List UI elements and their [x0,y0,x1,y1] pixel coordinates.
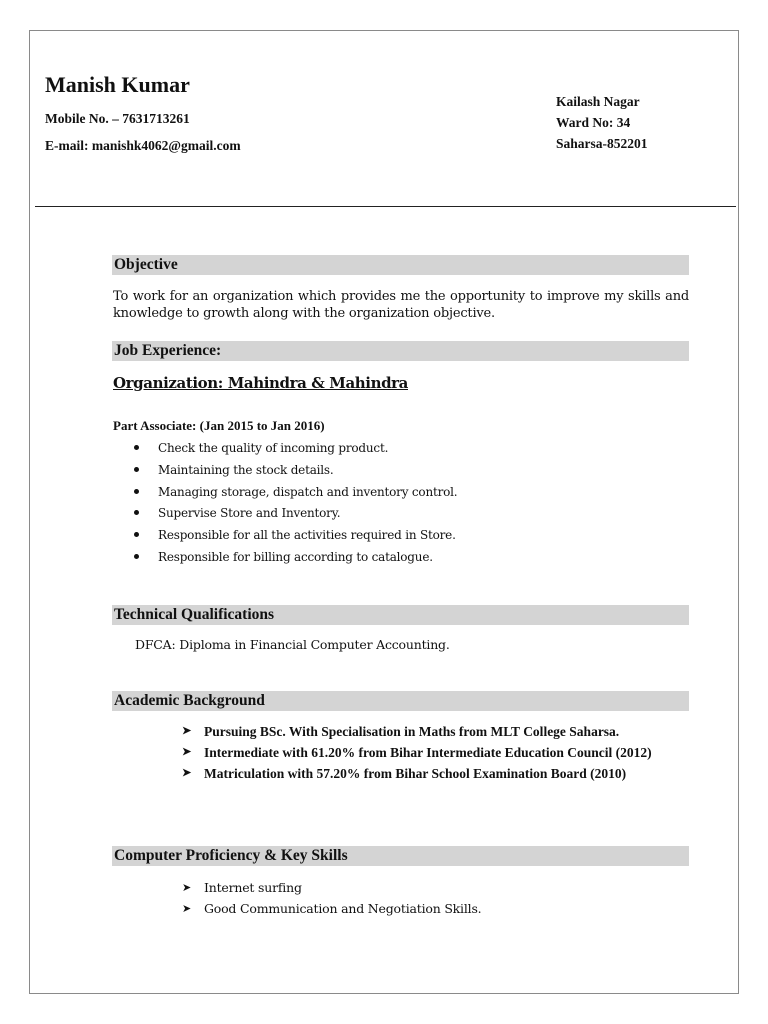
academic-heading: Academic Background [112,691,689,711]
skills-list [182,877,689,919]
job-role: Part Associate: (Jan 2015 to Jan 2016) [113,418,325,433]
skills-heading: Computer Proficiency & Key Skills [112,846,689,866]
candidate-name: Manish Kumar [45,72,190,97]
arrow-bullet-icon: ➤ [182,725,192,737]
list-item [182,721,689,742]
objective-line-1: To work for an organization which provides me the opportunity to improve my skills and [113,289,689,304]
bullet-icon [134,510,139,515]
email-address: E-mail: manishk4062@gmail.com [45,138,241,153]
arrow-bullet-icon: ➤ [182,746,192,758]
list-item [133,482,457,504]
address-line-2: Ward No: 34 [556,115,631,130]
organization-name: Organization: Mahindra & Mahindra [113,374,408,392]
objective-text [113,288,689,322]
experience-heading: Job Experience: [112,341,689,361]
arrow-bullet-icon: ➤ [182,767,192,779]
academic-text: Matriculation with 57.20% from Bihar School Examination Board (2010) [204,766,627,781]
academic-text: Intermediate with 61.20% from Bihar Intermediate Education Council (2012) [204,745,652,760]
list-item [133,438,457,460]
bullet-icon [134,467,139,472]
header-divider [35,206,736,207]
skill-text: Good Communication and Negotiation Skills. [204,901,482,916]
bullet-icon [134,554,139,559]
duty-text: Supervise Store and Inventory. [158,506,341,521]
bullet-icon [134,532,139,537]
objective-line-2: knowledge to growth along with the organization objective. [113,306,495,321]
duty-text: Check the quality of incoming product. [158,441,389,455]
list-item [133,525,457,547]
list-item [182,742,689,763]
technical-heading: Technical Qualifications [112,605,689,625]
address-line-3: Saharsa-852201 [556,136,648,151]
academic-text: Pursuing BSc. With Specialisation in Maths from MLT College Saharsa. [204,724,620,739]
duty-text: Responsible for billing according to catalogue. [158,549,433,564]
list-item [133,460,457,482]
duty-text: Managing storage, dispatch and inventory control. [158,484,458,499]
arrow-bullet-icon: ➤ [182,902,192,915]
academic-list [182,721,689,784]
list-item [133,547,457,569]
arrow-bullet-icon: ➤ [182,881,192,894]
list-item [182,898,689,919]
mobile-number: Mobile No. – 7631713261 [45,111,190,126]
duty-text: Maintaining the stock details. [158,462,334,477]
address-line-1: Kailash Nagar [556,94,640,109]
list-item [182,763,689,784]
list-item [133,503,457,525]
technical-text: DFCA: Diploma in Financial Computer Accounting. [135,637,450,652]
objective-heading: Objective [112,255,689,275]
bullet-icon [134,445,139,450]
skill-text: Internet surfing [204,880,302,895]
duties-list [133,438,457,569]
duty-text: Responsible for all the activities required in Store. [158,528,456,543]
bullet-icon [134,489,139,494]
list-item [182,877,689,898]
